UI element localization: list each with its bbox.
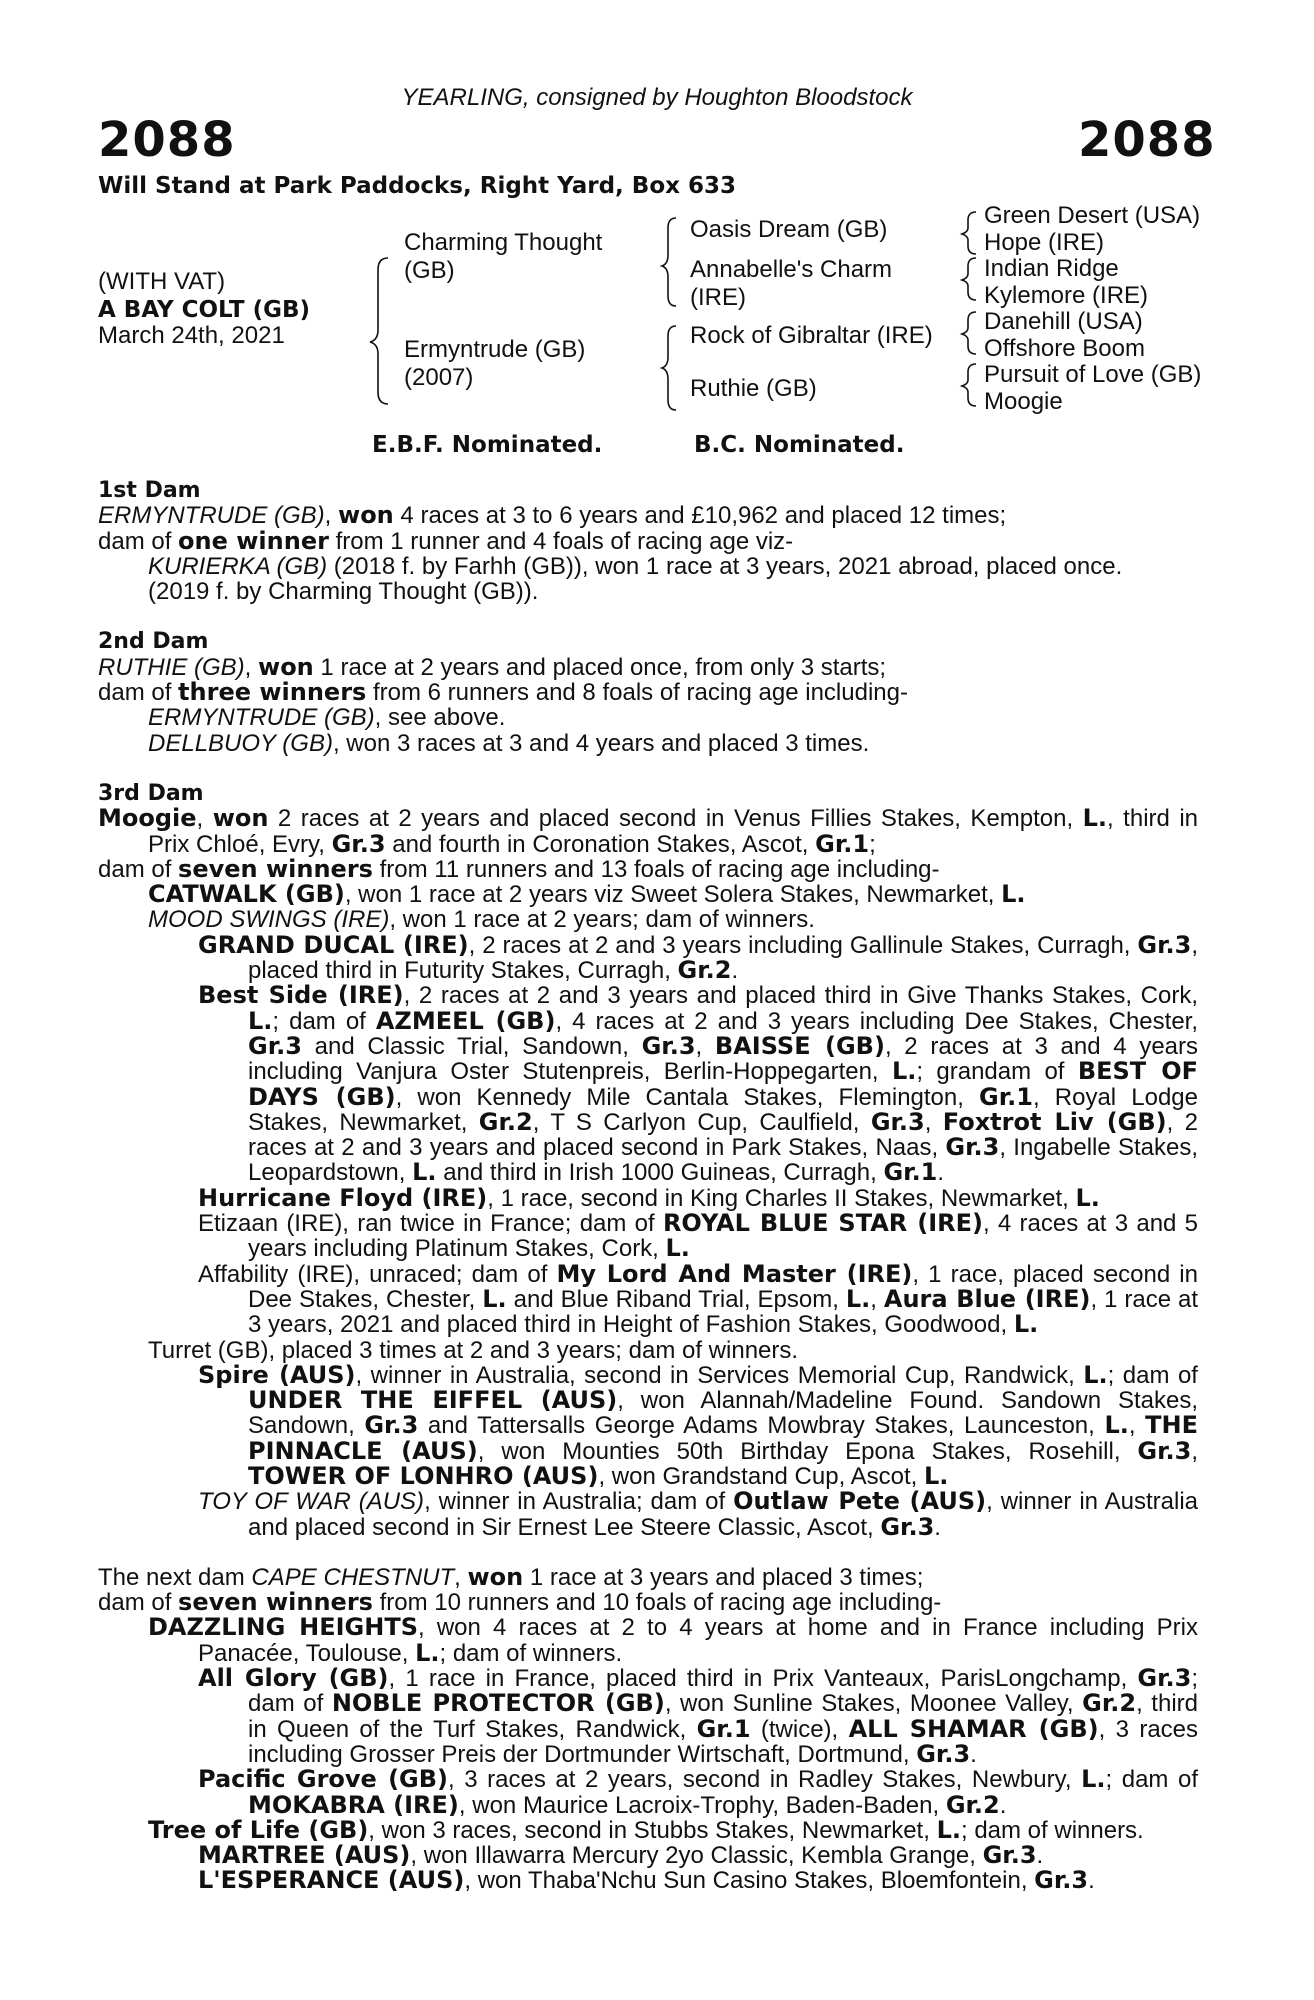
- gen3-sds: Indian Ridge: [984, 255, 1119, 282]
- pedigree-entry: Affability (IRE), unraced; dam of My Lord And Master (IRE), 1 race, placed second in Dee Stakes, Chester, L. and Blue Riband Trial, Epsom, L., Aura Blue (IRE), 1 race at 3 years, 2021 and placed third in Height of Fashion Stakes, Goodwood, L.: [198, 1259, 1198, 1339]
- section-gap: [98, 604, 1198, 629]
- gen3-sss: Green Desert (USA): [984, 202, 1201, 229]
- lot-number-left: 2088: [98, 112, 236, 168]
- lot-number-right: 2088: [1078, 112, 1216, 168]
- ebf-nomination: E.B.F. Nominated.: [372, 432, 603, 458]
- pedigree-entry: The next dam CAPE CHESTNUT, won 1 race at 3 years and placed 3 times;: [98, 1562, 924, 1591]
- dam-name: Ermyntrude (GB) (2007): [404, 336, 586, 391]
- pedigree-entry: Pacific Grove (GB), 3 races at 2 years, second in Radley Stakes, Newbury, L.; dam of MOKABRA (IRE), won Maurice Lacroix-Trophy, Baden-Baden, Gr.2.: [198, 1765, 1198, 1819]
- pedigree-entry: L'ESPERANCE (AUS), won Thaba'Nchu Sun Casino Stakes, Bloemfontein, Gr.3.: [198, 1866, 1095, 1895]
- pedigree-entry: (2019 f. by Charming Thought (GB)).: [148, 578, 539, 606]
- pedigree-entry: dam of seven winners from 11 runners and 13 foals of racing age including-: [98, 854, 940, 883]
- pedigree-entry: Spire (AUS), winner in Australia, second in Services Memorial Cup, Randwick, L.; dam of UNDER THE EIFFEL (AUS), won Alannah/Madeline Found. Sandown Stakes, Sandown, Gr.3 and Tattersalls George Adams Mowbray Stakes, Launceston, L., THE PINNACLE (AUS), won Mounties 50th Birthday Epona Stakes, Rosehill, Gr.3, TOWER OF LONHRO (AUS), won Grandstand Cup, Ascot, L.: [198, 1360, 1199, 1490]
- section-heading: 3rd Dam: [98, 780, 204, 806]
- pedigree-entry: DELLBUOY (GB), won 3 races at 3 and 4 years and placed 3 times.: [148, 729, 870, 757]
- sire-name: Charming Thought (GB): [404, 229, 603, 284]
- gen3-sdd: Kylemore (IRE): [984, 282, 1149, 309]
- gen3-dss: Danehill (USA): [984, 308, 1143, 335]
- pedigree-entry: Moogie, won 2 races at 2 years and placed second in Venus Fillies Stakes, Kempton, L., third in Prix Chloé, Evry, Gr.3 and fourth in Coronation Stakes, Ascot, Gr.1;: [98, 804, 1199, 858]
- pedigree-entry: All Glory (GB), 1 race in France, placed third in Prix Vanteaux, ParisLongchamp, Gr.3; dam of NOBLE PROTECTOR (GB), won Sunline Stakes, Moonee Valley, Gr.2, third in Queen of the Turf Stakes, Randwick, Gr.1 (twice), ALL SHAMAR (GB), 3 races including Grosser Preis der Dortmunder Wirtschaft, Dortmund, Gr.3.: [198, 1664, 1199, 1768]
- pedigree-entry: CATWALK (GB), won 1 race at 2 years viz Sweet Solera Stakes, Newmarket, L.: [148, 880, 1026, 909]
- pedigree-entry: ERMYNTRUDE (GB), won 4 races at 3 to 6 years and £10,962 and placed 12 times;: [98, 501, 1007, 530]
- horse-dob: March 24th, 2021: [98, 322, 285, 349]
- dam-sire: Rock of Gibraltar (IRE): [690, 322, 933, 349]
- dam-dam: Ruthie (GB): [690, 375, 817, 402]
- pedigree-entry: Etizaan (IRE), ran twice in France; dam of ROYAL BLUE STAR (IRE), 4 races at 3 and 5 years including Platinum Stakes, Cork, L.: [198, 1209, 1199, 1263]
- pedigree-entry: KURIERKA (GB) (2018 f. by Farhh (GB)), won 1 race at 3 years, 2021 abroad, placed once.: [148, 552, 1123, 580]
- pedigree-entry: DAZZLING HEIGHTS, won 4 races at 2 to 4 years at home and in France including Prix Panacée, Toulouse, L.; dam of winners.: [148, 1613, 1199, 1667]
- stand-location: Will Stand at Park Paddocks, Right Yard, Box 633: [98, 173, 736, 199]
- bc-nomination: B.C. Nominated.: [694, 432, 905, 458]
- pedigree-entry: TOY OF WAR (AUS), winner in Australia; dam of Outlaw Pete (AUS), winner in Australia and placed second in Sir Ernest Lee Steere Classic, Ascot, Gr.3.: [198, 1487, 1199, 1541]
- sire-sire: Oasis Dream (GB): [690, 216, 888, 243]
- pedigree-entry: Best Side (IRE), 2 races at 2 and 3 years and placed third in Give Thanks Stakes, Cork, L.; dam of AZMEEL (GB), 4 races at 2 and 3 years including Dee Stakes, Chester, Gr.3 and Classic Trial, Sandown, Gr.3, BAISSE (GB), 2 races at 3 and 4 years including Vanjura Oster Stutenpreis, Berlin-Hoppegarten, L.; grandam of BEST OF DAYS (GB), won Kennedy Mile Cantala Stakes, Flemington, Gr.1, Royal Lodge Stakes, Newmarket, Gr.2, T S Carlyon Cup, Caulfield, Gr.3, Foxtrot Liv (GB), 2 races at 2 and 3 years and placed second in Park Stakes, Naas, Gr.3, Ingabelle Stakes, Leopardstown, L. and third in Irish 1000 Guineas, Curragh, Gr.1.: [198, 981, 1199, 1187]
- gen3-ssd: Hope (IRE): [984, 229, 1105, 256]
- gen3-dsd: Offshore Boom: [984, 335, 1145, 362]
- consignment-line: YEARLING, consigned by Houghton Bloodstock: [401, 84, 913, 111]
- gen3-ddd: Moogie: [984, 388, 1063, 415]
- section-gap: [98, 756, 1198, 781]
- catalogue-body: [98, 478, 1198, 1894]
- pedigree-entry: Tree of Life (GB), won 3 races, second in Stubbs Stakes, Newmarket, L.; dam of winners.: [148, 1815, 1144, 1844]
- pedigree-entry: dam of seven winners from 10 runners and 10 foals of racing age including-: [98, 1588, 942, 1617]
- section-heading: 1st Dam: [98, 478, 201, 503]
- pedigree-entry: RUTHIE (GB), won 1 race at 2 years and placed once, from only 3 starts;: [98, 652, 887, 681]
- gen3-dds: Pursuit of Love (GB): [984, 361, 1202, 388]
- sire-dam: Annabelle's Charm (IRE): [690, 256, 893, 311]
- vat-note: (WITH VAT): [98, 268, 226, 295]
- pedigree-entry: MOOD SWINGS (IRE), won 1 race at 2 years; dam of winners.: [148, 906, 815, 934]
- horse-name: A BAY COLT (GB): [98, 297, 311, 323]
- pedigree-entry: Hurricane Floyd (IRE), 1 race, second in King Charles II Stakes, Newmarket, L.: [198, 1183, 1100, 1212]
- pedigree-entry: GRAND DUCAL (IRE), 2 races at 2 and 3 years including Gallinule Stakes, Curragh, Gr.3, placed third in Futurity Stakes, Curragh, Gr.2.: [198, 930, 1198, 985]
- pedigree-entry: dam of one winner from 1 runner and 4 foals of racing age viz-: [98, 526, 794, 555]
- pedigree-entry: ERMYNTRUDE (GB), see above.: [148, 704, 506, 732]
- section-heading: 2nd Dam: [98, 629, 209, 655]
- section-gap: [98, 1540, 1198, 1565]
- pedigree-entry: MARTREE (AUS), won Illawarra Mercury 2yo Classic, Kembla Grange, Gr.3.: [198, 1841, 1044, 1870]
- pedigree-entry: dam of three winners from 6 runners and 8 foals of racing age including-: [98, 678, 908, 707]
- pedigree-entry: Turret (GB), placed 3 times at 2 and 3 years; dam of winners.: [148, 1336, 799, 1364]
